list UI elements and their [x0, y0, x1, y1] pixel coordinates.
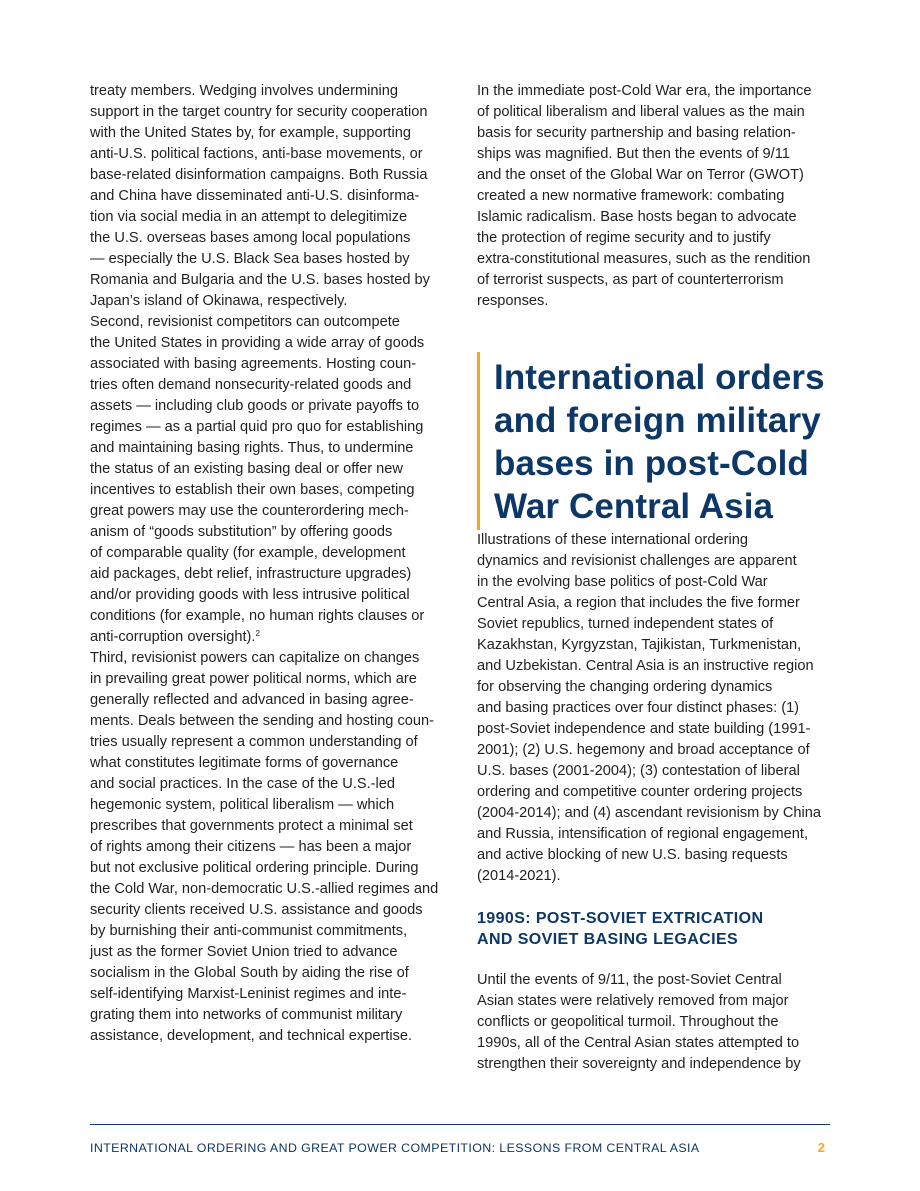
left-column [90, 81, 446, 1047]
section-headline-block [477, 352, 832, 530]
section-headline: International orders and foreign military bases in post-Cold War Central Asia [494, 358, 825, 526]
right-column [477, 81, 832, 1075]
paragraph-central-asia-intro: Illustrations of these international ordering dynamics and revisionist challenges are apparent in the evolving base politics of post-Cold War Central Asia, a region that includes the five former Soviet republics, turned independent states of Kazakhstan, Kyrgyzstan, Tajikistan, Turkmenistan, and Uzbekistan. Central Asia is an instructive region for observing the changing ordering dynamics and basing practices over four distinct phases: (1) post-Soviet independence and state building (1991- 2001); (2) U.S. hegemony and broad acceptance of U.S. bases (2001-2004); (3) contestation of liberal ordering and competitive counter ordering projects (2004-2014); and (4) ascendant revisionism by China and Russia, intensification of regional engagement, and active blocking of new U.S. basing requests (2014-2021). [477, 532, 821, 884]
paragraph-wedging: treaty members. Wedging involves undermining support in the target country for security cooperation with the United States by, for example, supporting anti-U.S. political factions, anti-base movements, or base-related disinformation campaigns. Both Russia and China have disseminated anti-U.S. disinforma- tion via social media in an attempt to delegitimize the U.S. overseas bases among local populations — especially the U.S. Black Sea bases hosted by Romania and Bulgaria and the U.S. bases hosted by Japan’s island of Okinawa, respectively. [90, 83, 430, 309]
paragraph-goods-substitution [90, 312, 446, 648]
footer-divider [90, 1124, 830, 1125]
footer-title: INTERNATIONAL ORDERING AND GREAT POWER COMPETITION: LESSONS FROM CENTRAL ASIA [90, 1141, 700, 1155]
paragraph-post-cold-war: In the immediate post-Cold War era, the importance of political liberalism and liberal values as the main basis for security partnership and basing relation- ships was magnified. But then the events of 9/11 and the onset of the Global War on Terror (GWOT) created a new normative framework: combating Islamic radicalism. Base hosts began to advocate the protection of regime security and to justify extra-constitutional measures, such as the rendition of terrorist suspects, as part of counterterrorism responses. [477, 83, 812, 309]
paragraph-goods-substitution-text: Second, revisionist competitors can outcompete the United States in providing a wide array of goods associated with basing agreements. Hosting coun- tries often demand nonsecurity-related goods and assets — including club goods or private payoffs to regimes — as a partial quid pro quo for establishing and maintaining basing rights. Thus, to undermine the status of an existing basing deal or offer new incentives to establish their own bases, competing great powers may use the counterordering mech- anism of “goods substitution” by offering goods of comparable quality (for example, development aid packages, debt relief, infrastructure upgrades) and/or providing goods with less intrusive political conditions (for example, no human rights clauses or anti-corruption oversight). [90, 314, 425, 645]
page-number: 2 [817, 1140, 825, 1155]
paragraph-political-norms: Third, revisionist powers can capitalize on changes in prevailing great power political norms, which are generally reflected and advanced in basing agree- ments. Deals between the sending and hosting coun- tries usually represent a common understanding of what constitutes legitimate forms of governance and social practices. In the case of the U.S.-led hegemonic system, political liberalism — which prescribes that governments protect a minimal set of rights among their citizens — has been a major but not exclusive political ordering principle. During the Cold War, non-democratic U.S.-allied regimes and security clients received U.S. assistance and goods by burnishing their anti-communist commitments, just as the former Soviet Union tried to advance socialism in the Global South by aiding the rise of self-identifying Marxist-Leninist regimes and inte- grating them into networks of communist military assistance, development, and technical expertise. [90, 650, 439, 1044]
footnote-marker: 2 [255, 629, 260, 638]
subsection-heading: 1990S: POST-SOVIET EXTRICATION AND SOVIET BASING LEGACIES [477, 910, 764, 948]
paragraph-1990s: Until the events of 9/11, the post-Soviet Central Asian states were relatively removed from major conflicts or geopolitical turmoil. Throughout the 1990s, all of the Central Asian states attempted to strengthen their sovereignty and independence by [477, 972, 801, 1072]
